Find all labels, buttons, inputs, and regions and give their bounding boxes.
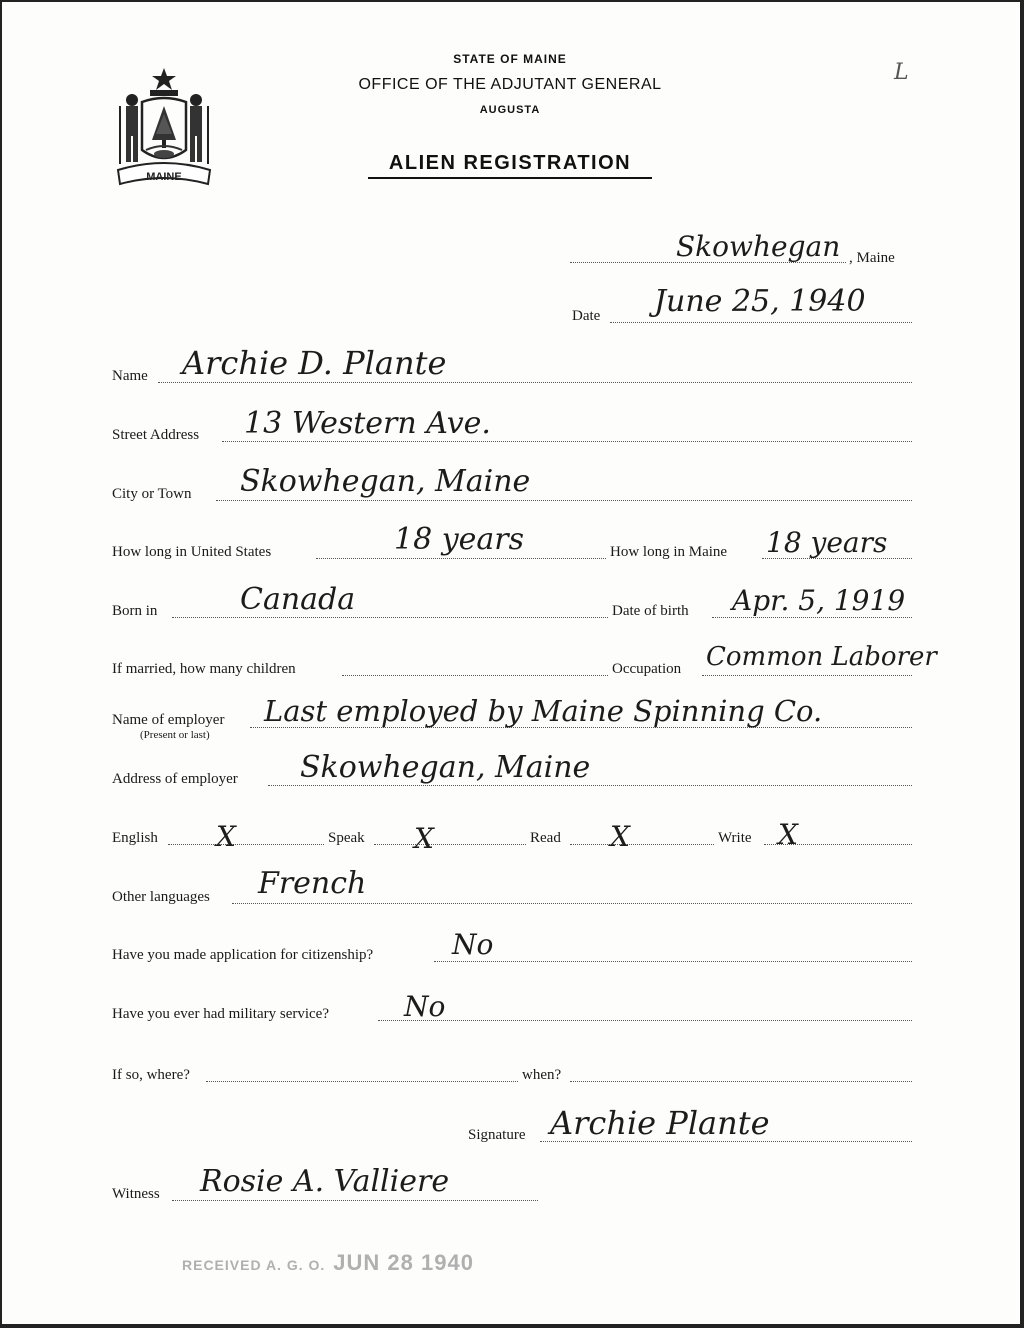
scan-border-top xyxy=(0,0,1024,2)
header-office: OFFICE OF THE ADJUTANT GENERAL xyxy=(358,76,662,93)
header-state: STATE OF MAINE xyxy=(453,52,567,66)
english-label: English xyxy=(112,830,158,846)
years-us-value[interactable]: 18 years xyxy=(394,522,525,557)
form-title: ALIEN REGISTRATION xyxy=(368,152,652,179)
signature-value[interactable]: Archie Plante xyxy=(550,1104,770,1142)
scan-border-right xyxy=(1020,0,1024,1328)
street-line xyxy=(222,441,912,442)
name-line xyxy=(158,382,912,383)
employer-label: Name of employer xyxy=(112,712,225,728)
where-label: If so, where? xyxy=(112,1067,190,1083)
citizenship-label: Have you made application for citizenship? xyxy=(112,947,374,963)
date-line xyxy=(610,322,912,323)
occupation-label: Occupation xyxy=(612,661,682,677)
children-label: If married, how many children xyxy=(112,661,296,677)
employer-address-value[interactable]: Skowhegan, Maine xyxy=(300,750,591,785)
city-line xyxy=(216,500,912,501)
speak-label: Speak xyxy=(328,830,365,846)
years-maine-label: How long in Maine xyxy=(610,544,728,560)
occupation-line xyxy=(702,675,912,676)
where-line xyxy=(206,1081,518,1082)
read-label: Read xyxy=(530,830,561,846)
read-value[interactable]: X xyxy=(610,820,630,853)
city-value[interactable]: Skowhegan, Maine xyxy=(240,464,531,499)
born-in-line xyxy=(172,617,608,618)
name-label: Name xyxy=(112,368,148,384)
header-city: AUGUSTA xyxy=(479,104,541,116)
citizenship-line xyxy=(434,961,912,962)
place-value[interactable]: Skowhegan xyxy=(676,230,841,263)
witness-label: Witness xyxy=(112,1186,160,1202)
witness-value[interactable]: Rosie A. Valliere xyxy=(200,1164,450,1199)
when-line xyxy=(570,1081,912,1082)
years-maine-value[interactable]: 18 years xyxy=(766,526,888,559)
other-languages-line xyxy=(232,903,912,904)
years-us-line xyxy=(316,558,606,559)
street-value[interactable]: 13 Western Ave. xyxy=(244,406,491,441)
seal-lettering: MAINE xyxy=(146,171,182,183)
other-languages-label: Other languages xyxy=(112,889,210,905)
employer-address-line xyxy=(268,785,912,786)
occupation-value[interactable]: Common Laborer xyxy=(706,642,937,672)
write-value[interactable]: X xyxy=(778,818,798,851)
scan-border-left xyxy=(0,0,2,1328)
date-value[interactable]: June 25, 1940 xyxy=(654,284,866,319)
english-value[interactable]: X xyxy=(216,820,236,853)
other-languages-value[interactable]: French xyxy=(258,866,367,901)
birth-date-value[interactable]: Apr. 5, 1919 xyxy=(732,584,906,617)
date-label: Date xyxy=(572,308,601,324)
maine-state-seal xyxy=(112,66,216,194)
born-in-label: Born in xyxy=(112,603,158,619)
city-label: City or Town xyxy=(112,486,192,502)
employer-sublabel: (Present or last) xyxy=(140,729,210,741)
received-stamp xyxy=(182,1250,474,1276)
write-label: Write xyxy=(718,830,752,846)
scan-border-bottom xyxy=(0,1324,1024,1328)
signature-label: Signature xyxy=(468,1127,526,1143)
received-stamp-label: RECEIVED A. G. O. xyxy=(182,1257,326,1273)
received-stamp-date: JUN 28 1940 xyxy=(333,1250,474,1275)
birth-date-line xyxy=(712,617,912,618)
employer-value[interactable]: Last employed by Maine Spinning Co. xyxy=(264,694,823,728)
read-line xyxy=(570,844,714,845)
born-in-value[interactable]: Canada xyxy=(240,582,356,617)
children-line xyxy=(342,675,608,676)
place-label: , Maine xyxy=(849,250,895,266)
birth-date-label: Date of birth xyxy=(612,603,689,619)
when-label: when? xyxy=(522,1067,562,1083)
name-value[interactable]: Archie D. Plante xyxy=(182,344,447,382)
speak-value[interactable]: X xyxy=(414,822,434,855)
citizenship-value[interactable]: No xyxy=(452,928,494,961)
corner-check-mark: L xyxy=(894,60,909,85)
witness-line xyxy=(172,1200,538,1201)
speak-line xyxy=(374,844,526,845)
military-line xyxy=(378,1020,912,1021)
years-us-label: How long in United States xyxy=(112,544,272,560)
street-label: Street Address xyxy=(112,427,200,443)
employer-address-label: Address of employer xyxy=(112,771,238,787)
english-line xyxy=(168,844,324,845)
military-label: Have you ever had military service? xyxy=(112,1006,329,1022)
military-value[interactable]: No xyxy=(404,990,446,1023)
